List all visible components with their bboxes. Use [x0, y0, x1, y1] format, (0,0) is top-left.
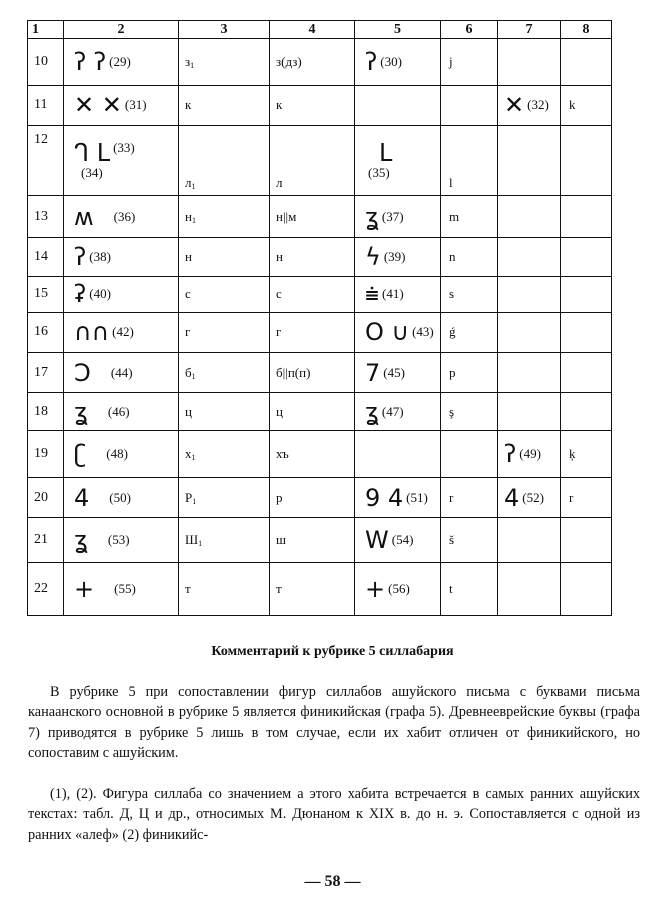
hebrew-cell	[498, 312, 561, 352]
hebrew-cell	[498, 85, 561, 125]
cyrillic-value: к	[185, 97, 192, 113]
hebrew-cell	[498, 238, 561, 276]
phoenician-cell	[355, 125, 441, 195]
column-header: 8	[561, 21, 612, 39]
table-row	[28, 562, 612, 615]
ashui-cell	[64, 431, 179, 478]
hebrew-value-cell: ķ	[561, 431, 612, 478]
ashui-cell	[64, 276, 179, 312]
hebrew-value-cell	[561, 312, 612, 352]
phoenician-cell	[355, 312, 441, 352]
column-header: 2	[64, 21, 179, 39]
ashui-glyph: Ↄ	[74, 358, 91, 387]
phoenician-glyph: 7	[365, 358, 381, 387]
ashui-glyph: ʓ	[74, 397, 88, 426]
phoenician-glyph: ϟ	[365, 242, 381, 271]
reading-cell	[179, 431, 270, 478]
phoenician-cell	[355, 562, 441, 615]
hebrew-glyph: 4	[504, 483, 520, 512]
ashui-glyph: ✕ ✕	[74, 91, 122, 120]
row-number: 18	[28, 393, 64, 431]
table-row	[28, 312, 612, 352]
reading-cell	[179, 125, 270, 195]
reading-cell	[179, 85, 270, 125]
figure-ref: (37)	[381, 208, 404, 224]
row-number: 17	[28, 352, 64, 392]
reading-cell	[179, 562, 270, 615]
ashui-cell	[64, 39, 179, 86]
hebrew-value-cell	[561, 393, 612, 431]
hebrew-glyph: ✕	[504, 91, 525, 120]
proto-value-cell: с	[270, 276, 355, 312]
hebrew-cell	[498, 478, 561, 518]
table-row	[28, 39, 612, 86]
proto-value-cell: л	[270, 125, 355, 195]
phoenician-glyph: ⩧	[365, 280, 380, 309]
phoenician-cell	[355, 238, 441, 276]
subscript-index: 1	[190, 60, 195, 70]
cyrillic-value: н	[185, 248, 192, 264]
proto-value-cell: з(дз)	[270, 39, 355, 86]
proto-value-cell: к	[270, 85, 355, 125]
subscript-index: 1	[192, 496, 197, 506]
hebrew-cell	[498, 195, 561, 237]
figure-ref: (32)	[527, 97, 549, 113]
ashui-glyph: ᒉ ᒪ	[74, 138, 111, 167]
figure-ref: (48)	[106, 446, 128, 462]
phoenician-value-cell: t	[441, 562, 498, 615]
phoenician-glyph: ᒪ	[379, 138, 393, 167]
reading-cell	[179, 39, 270, 86]
hebrew-cell	[498, 125, 561, 195]
hebrew-glyph: ʔ	[504, 440, 517, 469]
ashui-cell	[64, 562, 179, 615]
phoenician-glyph: O ∪	[365, 318, 410, 347]
phoenician-cell	[355, 352, 441, 392]
cyrillic-value: х	[185, 446, 192, 462]
reading-cell	[179, 352, 270, 392]
ashui-cell	[64, 195, 179, 237]
reading-cell	[179, 238, 270, 276]
proto-value-cell: б||п(п)	[270, 352, 355, 392]
hebrew-cell	[498, 39, 561, 86]
figure-ref: (40)	[89, 286, 111, 302]
reading-cell	[179, 312, 270, 352]
hebrew-value-cell	[561, 562, 612, 615]
hebrew-value-cell	[561, 238, 612, 276]
row-number: 16	[28, 312, 64, 352]
hebrew-value-cell: k	[561, 85, 612, 125]
figure-ref: (49)	[519, 446, 541, 462]
commentary-paragraph: (1), (2). Фигура силлаба со значением а этого хабита встречается в самых ранних ашуйских текстах: табл. Д, Ц и др., относимых М. Дюнаном к XIX в. до н. э. Сопоставляется с одной из ранних «алеф» (2) финикийс-	[28, 786, 640, 843]
figure-ref: (43)	[412, 324, 434, 340]
column-header: 5	[355, 21, 441, 39]
column-header: 3	[179, 21, 270, 39]
table-row	[28, 85, 612, 125]
ashui-cell	[64, 393, 179, 431]
ashui-glyph: ʔ	[74, 242, 87, 271]
figure-ref: (53)	[107, 532, 130, 548]
cyrillic-value: Ш	[185, 532, 199, 548]
table-row	[28, 238, 612, 276]
phoenician-glyph: W	[365, 526, 389, 555]
ashui-cell	[64, 478, 179, 518]
row-number: 14	[28, 238, 64, 276]
ashui-glyph: ʓ	[74, 526, 88, 555]
figure-ref: (30)	[380, 53, 402, 69]
figure-ref: (45)	[383, 364, 405, 380]
ashui-cell	[64, 518, 179, 563]
ashui-cell	[64, 312, 179, 352]
figure-ref: (42)	[112, 324, 134, 340]
ashui-cell	[64, 85, 179, 125]
ashui-glyph: 4	[74, 483, 90, 512]
figure-ref: (52)	[522, 489, 544, 505]
figure-ref: (44)	[110, 364, 133, 380]
row-number: 12	[28, 125, 64, 195]
cyrillic-value: л	[185, 174, 192, 190]
phoenician-cell	[355, 518, 441, 563]
figure-ref: (46)	[107, 403, 130, 419]
cyrillic-value: с	[185, 286, 191, 302]
row-number: 15	[28, 276, 64, 312]
proto-value-cell: н	[270, 238, 355, 276]
figure-ref: (51)	[406, 489, 428, 505]
table-row	[28, 125, 612, 195]
phoenician-value-cell: š	[441, 518, 498, 563]
phoenician-cell	[355, 431, 441, 478]
hebrew-value-cell	[561, 39, 612, 86]
row-number: 22	[28, 562, 64, 615]
proto-value-cell: г	[270, 312, 355, 352]
row-number: 19	[28, 431, 64, 478]
cyrillic-value: т	[185, 580, 191, 596]
hebrew-value-cell	[561, 352, 612, 392]
hebrew-cell	[498, 431, 561, 478]
commentary-title: Комментарий к рубрике 5 силлабария	[211, 644, 454, 659]
row-number: 13	[28, 195, 64, 237]
phoenician-value-cell: r	[441, 478, 498, 518]
cyrillic-value: г	[185, 324, 191, 340]
subscript-index: 1	[198, 539, 203, 549]
phoenician-value-cell	[441, 85, 498, 125]
header-row	[28, 21, 612, 39]
proto-value-cell: т	[270, 562, 355, 615]
phoenician-glyph: 9 4	[365, 483, 404, 512]
figure-ref: (34)	[81, 164, 103, 180]
phoenician-value-cell: ş	[441, 393, 498, 431]
hebrew-cell	[498, 352, 561, 392]
table-row	[28, 276, 612, 312]
row-number: 20	[28, 478, 64, 518]
figure-ref: (55)	[114, 580, 136, 596]
proto-value-cell: р	[270, 478, 355, 518]
ashui-glyph: ʔ ʔ	[74, 47, 107, 76]
column-header: 7	[498, 21, 561, 39]
figure-ref: (36)	[113, 208, 136, 224]
phoenician-value-cell	[441, 431, 498, 478]
phoenician-cell	[355, 85, 441, 125]
proto-value-cell: ц	[270, 393, 355, 431]
phoenician-value-cell: m	[441, 195, 498, 237]
phoenician-cell	[355, 393, 441, 431]
page-number: — 58 —	[304, 873, 361, 890]
ashui-glyph: ʗ	[74, 440, 87, 469]
commentary-paragraph: В рубрике 5 при сопоставлении фигур силлабов ашуйского письма с буквами письма канаанского основной в рубрике 5 является финикийская (графа 5). Древнееврейские буквы (графа 7) приводятся в рубрике 5 лишь в том случае, если их хабит отличен от финикийского, но сопоставим с ашуйским.	[28, 684, 640, 761]
phoenician-value-cell: n	[441, 238, 498, 276]
subscript-index: 1	[191, 215, 196, 225]
phoenician-glyph: ʓ	[365, 202, 379, 231]
phoenician-value-cell: s	[441, 276, 498, 312]
ashui-cell	[64, 238, 179, 276]
table-row	[28, 352, 612, 392]
hebrew-cell	[498, 393, 561, 431]
figure-ref: (31)	[124, 97, 147, 113]
cyrillic-value: б	[185, 364, 192, 380]
column-header: 1	[28, 21, 64, 39]
phoenician-glyph: ʔ	[365, 47, 378, 76]
row-number: 10	[28, 39, 64, 86]
reading-cell	[179, 518, 270, 563]
ashui-glyph: +	[74, 574, 95, 603]
phoenician-cell	[355, 195, 441, 237]
hebrew-cell	[498, 518, 561, 563]
figure-ref: (54)	[391, 532, 414, 548]
column-header: 6	[441, 21, 498, 39]
phoenician-value-cell: p	[441, 352, 498, 392]
reading-cell	[179, 478, 270, 518]
hebrew-cell	[498, 276, 561, 312]
ashui-cell	[64, 125, 179, 195]
phoenician-glyph: ʓ	[365, 397, 379, 426]
figure-ref: (41)	[382, 286, 404, 302]
column-header: 4	[270, 21, 355, 39]
phoenician-cell	[355, 276, 441, 312]
hebrew-value-cell	[561, 195, 612, 237]
reading-cell	[179, 195, 270, 237]
hebrew-cell	[498, 562, 561, 615]
syllabary-table	[27, 20, 612, 616]
ashui-glyph: ∩∩	[74, 318, 110, 347]
row-number: 21	[28, 518, 64, 563]
subscript-index: 1	[191, 453, 196, 463]
phoenician-cell	[355, 478, 441, 518]
ashui-glyph: ʍ	[74, 202, 94, 231]
figure-ref: (47)	[381, 403, 404, 419]
subscript-index: 1	[191, 371, 196, 381]
phoenician-glyph: +	[365, 574, 386, 603]
hebrew-value-cell: r	[561, 478, 612, 518]
hebrew-value-cell	[561, 125, 612, 195]
proto-value-cell: н||м	[270, 195, 355, 237]
cyrillic-value: Р	[185, 489, 193, 505]
figure-ref: (39)	[383, 248, 406, 264]
hebrew-value-cell	[561, 276, 612, 312]
ashui-cell	[64, 352, 179, 392]
reading-cell	[179, 276, 270, 312]
subscript-index: 1	[191, 181, 196, 191]
figure-ref: (50)	[109, 489, 131, 505]
proto-value-cell: хъ	[270, 431, 355, 478]
hebrew-value-cell	[561, 518, 612, 563]
cyrillic-value: з	[185, 53, 191, 69]
table-row	[28, 518, 612, 563]
table-row	[28, 478, 612, 518]
proto-value-cell: ш	[270, 518, 355, 563]
ashui-glyph: ʡ	[74, 280, 87, 309]
figure-ref: (56)	[388, 580, 410, 596]
cyrillic-value: н	[185, 208, 192, 224]
table-row	[28, 195, 612, 237]
table-row	[28, 393, 612, 431]
figure-ref: (29)	[109, 53, 131, 69]
reading-cell	[179, 393, 270, 431]
phoenician-value-cell: ǵ	[441, 312, 498, 352]
figure-ref: (35)	[368, 164, 390, 180]
phoenician-cell	[355, 39, 441, 86]
phoenician-value-cell: j	[441, 39, 498, 86]
figure-ref: (38)	[89, 248, 111, 264]
figure-ref: (33)	[113, 139, 135, 155]
table-row	[28, 431, 612, 478]
cyrillic-value: ц	[185, 403, 192, 419]
phoenician-value-cell: l	[441, 125, 498, 195]
row-number: 11	[28, 85, 64, 125]
